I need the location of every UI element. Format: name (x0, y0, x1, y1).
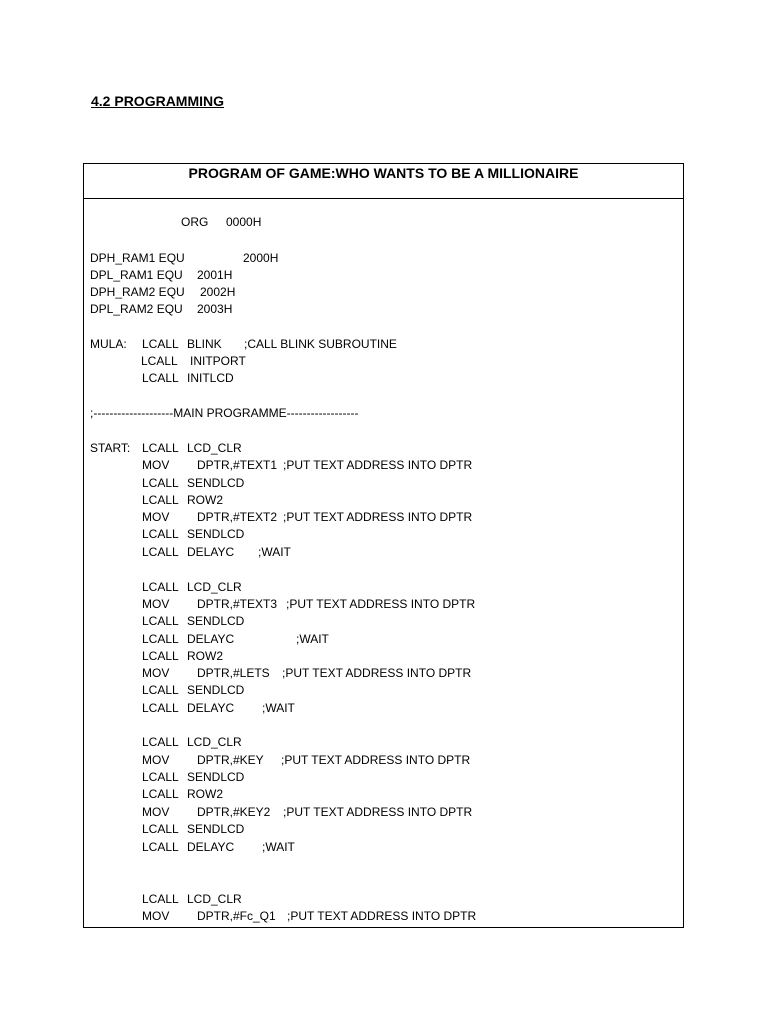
code-arg: ROW2 (187, 493, 223, 507)
code-line (84, 631, 679, 648)
code-arg: DELAYC (187, 701, 235, 715)
code-line (84, 440, 679, 457)
code-op: LCALL (142, 822, 179, 836)
code-line (84, 370, 679, 387)
code-label: MULA: (90, 337, 127, 351)
code-line (84, 267, 679, 284)
code-label: DPH_RAM2 EQU (90, 285, 185, 299)
code-op: LCALL (142, 371, 179, 385)
code-op: MOV (142, 753, 170, 767)
code-label: DPL_RAM2 EQU (90, 302, 183, 316)
code-arg: 2003H (197, 302, 233, 316)
code-arg: LCD_CLR (187, 892, 242, 906)
code-comment: ;WAIT (262, 701, 295, 715)
code-arg: DELAYC (187, 632, 235, 646)
code-arg: 2002H (200, 285, 236, 299)
code-op: LCALL (142, 649, 179, 663)
code-comment: ;WAIT (262, 840, 295, 854)
code-arg: DPTR,#KEY (197, 753, 264, 767)
code-op: LCALL (142, 476, 179, 490)
code-op: LCALL (142, 787, 179, 801)
code-line (84, 475, 679, 492)
code-line (84, 700, 679, 717)
code-line (84, 752, 679, 769)
code-arg: SENDLCD (187, 683, 245, 697)
code-comment: ;CALL BLINK SUBROUTINE (244, 337, 397, 351)
code-comment: ;PUT TEXT ADDRESS INTO DPTR (283, 510, 473, 524)
code-arg: LCD_CLR (187, 735, 242, 749)
code-arg: INITPORT (190, 354, 246, 368)
code-arg: SENDLCD (187, 614, 245, 628)
listing-title: PROGRAM OF GAME:WHO WANTS TO BE A MILLIONAIRE (188, 165, 579, 181)
code-comment: ;PUT TEXT ADDRESS INTO DPTR (283, 458, 473, 472)
code-op: LCALL (142, 683, 179, 697)
code-line (84, 214, 679, 231)
code-op: LCALL (142, 545, 179, 559)
code-comment: ;PUT TEXT ADDRESS INTO DPTR (286, 597, 476, 611)
code-line (84, 821, 679, 838)
code-line (84, 579, 679, 596)
code-line (84, 301, 679, 318)
code-line (84, 336, 679, 353)
code-arg: SENDLCD (187, 476, 245, 490)
code-op: MOV (142, 510, 170, 524)
code-op: LCALL (142, 493, 179, 507)
code-line (84, 769, 679, 786)
code-op: LCALL (142, 527, 179, 541)
code-arg: DPTR,#Fc_Q1 (197, 909, 276, 923)
code-op: LCALL (142, 770, 179, 784)
code-op: MOV (142, 458, 170, 472)
code-op: LCALL (142, 632, 179, 646)
code-line (84, 405, 679, 422)
code-line (84, 891, 679, 908)
code-op: LCALL (142, 701, 179, 715)
code-op: LCALL (142, 614, 179, 628)
code-arg: INITLCD (187, 371, 234, 385)
code-line (84, 665, 679, 682)
code-arg: ROW2 (187, 649, 223, 663)
code-line (84, 804, 679, 821)
code-op: LCALL (142, 441, 179, 455)
code-line (84, 457, 679, 474)
listing-title-row (84, 164, 683, 199)
code-arg: DPTR,#LETS (197, 666, 270, 680)
code-op: LCALL (142, 892, 179, 906)
code-arg: DPTR,#KEY2 (197, 805, 271, 819)
code-arg: 2001H (197, 268, 233, 282)
code-op: MOV (142, 666, 170, 680)
code-line (84, 250, 679, 267)
code-arg: LCD_CLR (187, 580, 242, 594)
code-op: LCALL (142, 580, 179, 594)
code-arg: SENDLCD (187, 527, 245, 541)
code-line (84, 648, 679, 665)
code-comment: ;PUT TEXT ADDRESS INTO DPTR (287, 909, 477, 923)
code-comment: ;WAIT (296, 632, 329, 646)
code-label: ;--------------------MAIN PROGRAMME------------------ (90, 406, 359, 420)
code-op: LCALL (142, 337, 179, 351)
code-line (84, 509, 679, 526)
code-op: ORG (181, 215, 209, 229)
code-comment: ;PUT TEXT ADDRESS INTO DPTR (282, 666, 472, 680)
code-op: MOV (142, 597, 170, 611)
code-line (84, 908, 679, 925)
code-arg: 2000H (243, 251, 279, 265)
code-op: LCALL (142, 735, 179, 749)
section-heading: 4.2 PROGRAMMING (91, 93, 225, 109)
code-arg: BLINK (187, 337, 222, 351)
code-op: MOV (142, 805, 170, 819)
code-arg: SENDLCD (187, 822, 245, 836)
code-line (84, 544, 679, 561)
code-line (84, 786, 679, 803)
code-comment: ;WAIT (258, 545, 291, 559)
code-line (84, 526, 679, 543)
code-label: DPH_RAM1 EQU (90, 251, 185, 265)
code-line (84, 839, 679, 856)
code-line (84, 596, 679, 613)
code-op: MOV (142, 909, 170, 923)
code-line (84, 284, 679, 301)
code-comment: ;PUT TEXT ADDRESS INTO DPTR (283, 805, 473, 819)
code-line (84, 353, 679, 370)
code-arg: 0000H (226, 215, 262, 229)
code-label: START: (90, 441, 131, 455)
code-op: LCALL (141, 354, 178, 368)
code-arg: SENDLCD (187, 770, 245, 784)
code-line (84, 734, 679, 751)
code-line (84, 613, 679, 630)
code-arg: DPTR,#TEXT2 (197, 510, 278, 524)
code-op: LCALL (142, 840, 179, 854)
code-comment: ;PUT TEXT ADDRESS INTO DPTR (281, 753, 471, 767)
code-line (84, 682, 679, 699)
code-line (84, 492, 679, 509)
code-arg: DELAYC (187, 545, 235, 559)
code-arg: DELAYC (187, 840, 235, 854)
program-listing-box (83, 163, 684, 928)
code-arg: DPTR,#TEXT3 (197, 597, 278, 611)
code-label: DPL_RAM1 EQU (90, 268, 183, 282)
code-arg: LCD_CLR (187, 441, 242, 455)
code-arg: DPTR,#TEXT1 (197, 458, 278, 472)
code-arg: ROW2 (187, 787, 223, 801)
